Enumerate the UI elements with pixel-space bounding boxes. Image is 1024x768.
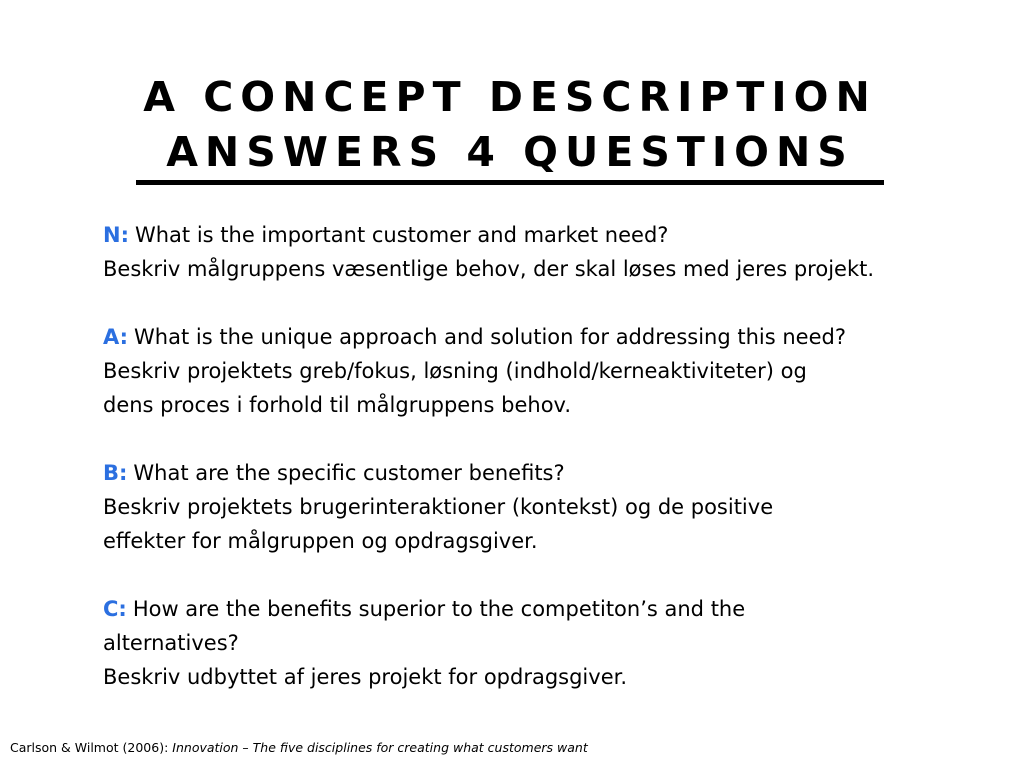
question-section-a xyxy=(103,320,983,422)
question-line xyxy=(103,592,823,660)
answer-text: Beskriv projektets brugerinteraktioner (kontekst) og de positive xyxy=(103,495,774,519)
question-letter: C: xyxy=(103,597,127,621)
citation xyxy=(10,738,600,757)
answer-text: Beskriv udbyttet af jeres projekt for opdragsgiver. xyxy=(103,665,627,689)
questions-list xyxy=(103,218,983,694)
answer-text: effekter for målgruppen og opdragsgiver. xyxy=(103,529,538,553)
question-section-c xyxy=(103,592,983,694)
citation-work: Innovation – The five disciplines for creating what customers want xyxy=(172,740,588,755)
question-section-b xyxy=(103,456,983,558)
question-letter: A: xyxy=(103,325,129,349)
title-underline xyxy=(136,180,884,185)
question-line xyxy=(103,320,983,354)
citation-authors: Carlson & Wilmot (2006): xyxy=(10,740,169,755)
question-line xyxy=(103,218,983,252)
title-line-1: A CONCEPT DESCRIPTION xyxy=(143,73,877,121)
slide-title xyxy=(136,70,884,180)
title-line-2: ANSWERS 4 QUESTIONS xyxy=(166,128,854,176)
question-letter: N: xyxy=(103,223,129,247)
question-text: What are the specific customer benefits? xyxy=(133,461,565,485)
answer-text: Beskriv målgruppens væsentlige behov, der skal løses med jeres projekt. xyxy=(103,257,875,281)
question-text: What is the important customer and market need? xyxy=(134,223,669,247)
answer-text: Beskriv projektets greb/fokus, løsning (indhold/kerneaktiviteter) og xyxy=(103,359,807,383)
question-text: How are the benefits superior to the competiton’s and the alternatives? xyxy=(103,597,746,655)
question-letter: B: xyxy=(103,461,128,485)
question-section-n xyxy=(103,218,983,286)
answer-text: dens proces i forhold til målgruppens behov. xyxy=(103,393,572,417)
question-text: What is the unique approach and solution for addressing this need? xyxy=(134,325,846,349)
question-line xyxy=(103,456,983,490)
